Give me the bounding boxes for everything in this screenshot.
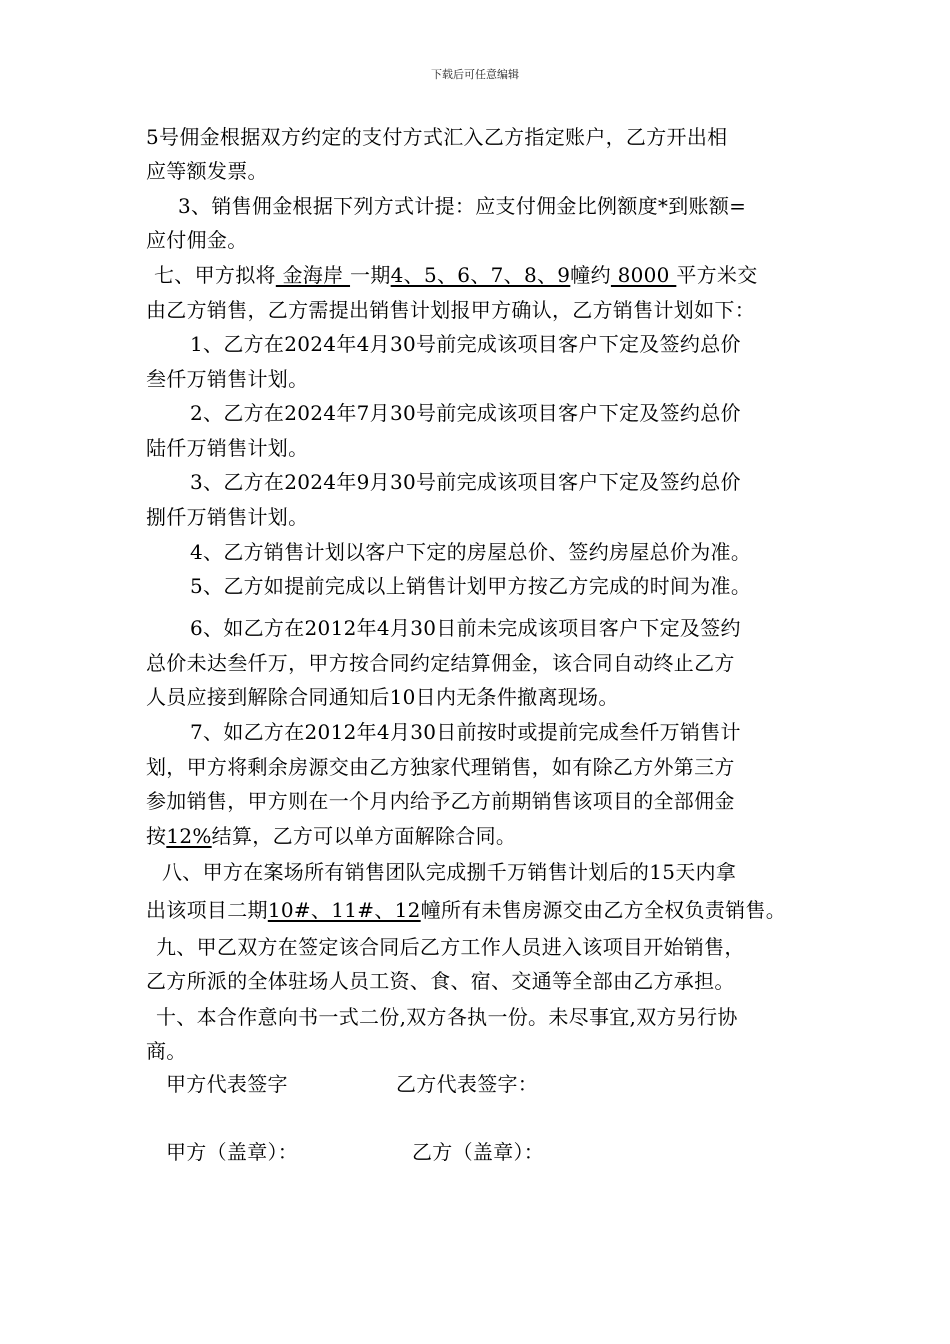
text-line — [146, 682, 826, 712]
underlined-text: 10#、11#、12 — [267, 898, 421, 922]
text-line — [146, 433, 826, 463]
text-run: 陆仟万销售计划。 — [146, 436, 309, 460]
text-line — [178, 191, 858, 221]
text-line — [146, 895, 826, 925]
text-line — [156, 1002, 836, 1032]
text-run: 平方米交 — [676, 263, 758, 287]
text-run: 甲方代表签字 — [166, 1072, 288, 1096]
text-line — [146, 295, 826, 325]
text-run: 九、甲乙双方在签定该合同后乙方工作人员进入该项目开始销售， — [156, 935, 745, 959]
text-run: 参加销售，甲方则在一个月内给予乙方前期销售该项目的全部佣金 — [146, 789, 735, 813]
text-run: 6、如乙方在2012年4月30日前未完成该项目客户下定及签约 — [190, 616, 741, 640]
text-run: 总价未达叁仟万，甲方按合同约定结算佣金，该合同自动终止乙方 — [146, 651, 735, 675]
text-run: 商。 — [146, 1039, 187, 1063]
text-run: 7、如乙方在2012年4月30日前按时或提前完成叁仟万销售计 — [190, 720, 741, 744]
text-run: 应付佣金。 — [146, 228, 248, 252]
text-run: 5、乙方如提前完成以上销售计划甲方按乙方完成的时间为准。 — [190, 574, 752, 598]
text-run: 幢约 — [570, 263, 611, 287]
page-header: 下载后可任意编辑 — [431, 68, 519, 81]
text-run: 叁仟万销售计划。 — [146, 367, 309, 391]
text-line — [162, 857, 842, 887]
text-run: 乙方所派的全体驻场人员工资、食、宿、交通等全部由乙方承担。 — [146, 969, 735, 993]
text-line — [146, 752, 826, 782]
text-line — [156, 932, 836, 962]
text-line — [190, 717, 870, 747]
text-run: 应等额发票。 — [146, 159, 268, 183]
text-line — [146, 966, 826, 996]
text-run: 2、乙方在2024年7月30号前完成该项目客户下定及签约总价 — [190, 401, 741, 425]
text-run: 八、甲方在案场所有销售团队完成捌千万销售计划后的15天内拿 — [162, 860, 737, 884]
text-line — [146, 122, 826, 152]
text-line — [146, 648, 826, 678]
text-run: 甲方（盖章）： — [166, 1140, 299, 1164]
party-b-signature-label — [396, 1069, 950, 1099]
text-run: 一期 — [350, 263, 391, 287]
underlined-text: 8000 — [610, 263, 677, 287]
text-line — [146, 156, 826, 186]
text-run: 十、本合作意向书一式二份,双方各执一份。未尽事宜,双方另行协 — [156, 1005, 738, 1029]
text-run: 划，甲方将剩余房源交由乙方独家代理销售，如有除乙方外第三方 — [146, 755, 735, 779]
text-line — [146, 502, 826, 532]
text-line — [190, 537, 870, 567]
text-run: 七、甲方拟将 — [154, 263, 276, 287]
text-run: 4、乙方销售计划以客户下定的房屋总价、签约房屋总价为准。 — [190, 540, 752, 564]
text-line — [146, 364, 826, 394]
party-b-seal-label — [412, 1137, 950, 1167]
text-run: 出该项目二期 — [146, 898, 268, 922]
text-line — [190, 571, 870, 601]
text-run: 捌仟万销售计划。 — [146, 505, 309, 529]
text-line — [146, 225, 826, 255]
text-run: 人员应接到解除合同通知后10日内无条件撤离现场。 — [146, 685, 619, 709]
text-run: 乙方代表签字： — [396, 1072, 539, 1096]
text-line — [146, 786, 826, 816]
text-line — [146, 821, 826, 851]
text-run: 结算，乙方可以单方面解除合同。 — [211, 824, 517, 848]
underlined-text: 12% — [166, 824, 212, 848]
text-run: 5号佣金根据双方约定的支付方式汇入乙方指定账户，乙方开出相 — [146, 125, 728, 149]
text-run: 3、乙方在2024年9月30号前完成该项目客户下定及签约总价 — [190, 470, 741, 494]
underlined-text: 4、5、6、7、8、9 — [390, 263, 571, 287]
text-run: 乙方（盖章）： — [412, 1140, 545, 1164]
text-line — [190, 398, 870, 428]
text-line — [190, 613, 870, 643]
text-line — [190, 329, 870, 359]
text-run: 按 — [146, 824, 167, 848]
text-run: 3、销售佣金根据下列方式计提：应支付佣金比例额度*到账额= — [178, 194, 747, 218]
text-run: 1、乙方在2024年4月30号前完成该项目客户下定及签约总价 — [190, 332, 741, 356]
text-run: 由乙方销售，乙方需提出销售计划报甲方确认，乙方销售计划如下： — [146, 298, 755, 322]
text-line — [190, 467, 870, 497]
text-line — [146, 1036, 826, 1066]
text-run: 幢所有未售房源交由乙方全权负责销售。 — [420, 898, 787, 922]
underlined-text: 金海岸 — [275, 263, 351, 287]
text-line — [154, 260, 834, 290]
